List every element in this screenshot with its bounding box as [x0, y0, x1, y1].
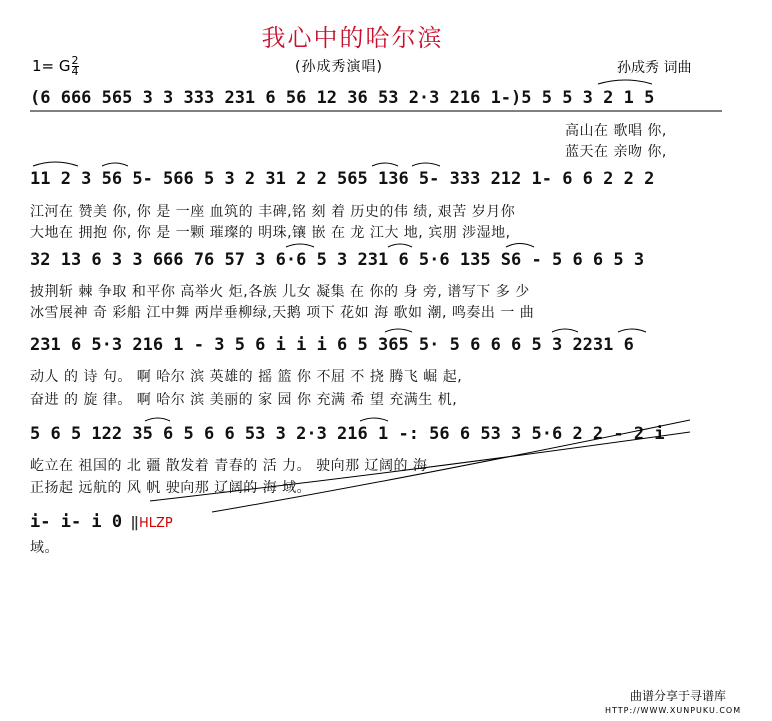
score-system-1-notes: (6 666 565 3 3 333 231 6 56 12 36 53 2·3 216 1-)5 5 5 3 2 1 5: [30, 88, 655, 108]
slur-arc: [506, 244, 534, 248]
score-system-3-lyric-1: 披荆斩 棘 争取 和平你 高举火 炬,各族 儿女 凝集 在 你的 身 旁, 谱写下 多 少: [30, 284, 530, 300]
score-system-2-lyric-2: 大地在 拥抱 你, 你 是 一颗 璀璨的 明珠,镶 嵌 在 龙 江大 地, 宾朋 涉湿地,: [30, 225, 511, 241]
slur-arc: [150, 432, 690, 501]
footer-url[interactable]: HTTP://WWW.XUNPUKU.COM: [605, 706, 742, 715]
score-system-1-lyric-1: 高山在 歌唱 你,: [565, 123, 667, 139]
performer-subtitle: (孙成秀演唱): [295, 59, 383, 75]
score-system-5-lyric-1: 屹立在 祖国的 北 疆 散发着 青春的 活 力。 驶向那 辽阔的 海: [30, 458, 428, 474]
score-system-5-notes: 5 6 5 122 35 6 5 6 6 53 3 2·3 216 1 -: 56 6 53 3 5·6 2 2 - 2 i: [30, 424, 665, 444]
song-title: 我心中的哈尔滨: [261, 24, 444, 52]
score-system-1-lyric-2: 蓝天在 亲吻 你,: [565, 144, 667, 160]
time-signature-top: 2: [71, 54, 79, 67]
score-system-4-lyric-1: 动人 的 诗 句。 啊 哈尔 滨 英雄的 摇 篮 你 不屈 不 挠 腾飞 崛 起,: [30, 369, 463, 385]
slur-arc: [385, 329, 412, 332]
score-system-3-notes: 32 13 6 3 3 666 76 57 3 6·6 5 3 231 6 5·6 135 S6 - 5 6 6 5 3: [30, 250, 645, 270]
slur-arc: [33, 162, 78, 166]
arranger-signature: HLZP: [138, 516, 173, 531]
score-system-3-lyric-2: 冰雪展神 奇 彩船 江中舞 两岸垂柳绿,天鹅 项下 花如 海 歌如 潮, 鸣奏出 一 曲: [30, 305, 535, 321]
slur-arc: [598, 80, 652, 84]
score-system-2-notes: 11 2 3 56 5- 566 5 3 2 31 2 2 565 136 5- 333 212 1- 6 6 2 2 2: [30, 169, 655, 189]
slur-arc: [102, 163, 128, 166]
score-system-6-lyric-1: 域。: [30, 540, 59, 556]
score-system-6-notes: i- i- i 0: [30, 512, 123, 532]
key-label: 1= G: [32, 57, 71, 75]
footer-site-name: 曲谱分享于寻谱库: [630, 689, 727, 703]
score-system-2-lyric-1: 江河在 赞美 你, 你 是 一座 血筑的 丰碑,铭 刻 着 历史的伟 绩, 艰苦 岁月你: [30, 204, 516, 220]
score-system-5-lyric-2: 正扬起 远航的 风 帆 驶向那 辽阔的 海 域。: [30, 480, 312, 496]
slur-arc: [212, 420, 690, 512]
slur-arc: [145, 418, 170, 421]
score-system-4-notes: 231 6 5·3 216 1 - 3 5 6 i i i 6 5 365 5· 5 6 6 6 5 3 2231 6: [30, 335, 634, 355]
score-system-4-lyric-2: 奋进 的 旋 律。 啊 哈尔 滨 美丽的 家 园 你 充满 希 望 充满生 机,: [30, 392, 458, 408]
slur-arc: [388, 244, 412, 247]
slur-arc: [618, 329, 646, 332]
slur-arc: [372, 163, 398, 166]
time-signature-bottom: 4: [71, 65, 79, 78]
slur-arc: [552, 329, 578, 332]
slur-arc: [360, 418, 388, 421]
slur-arc: [412, 163, 440, 166]
final-barline: ‖: [122, 515, 139, 531]
author-credit: 孙成秀 词曲: [617, 60, 692, 76]
slur-arc: [286, 244, 314, 247]
